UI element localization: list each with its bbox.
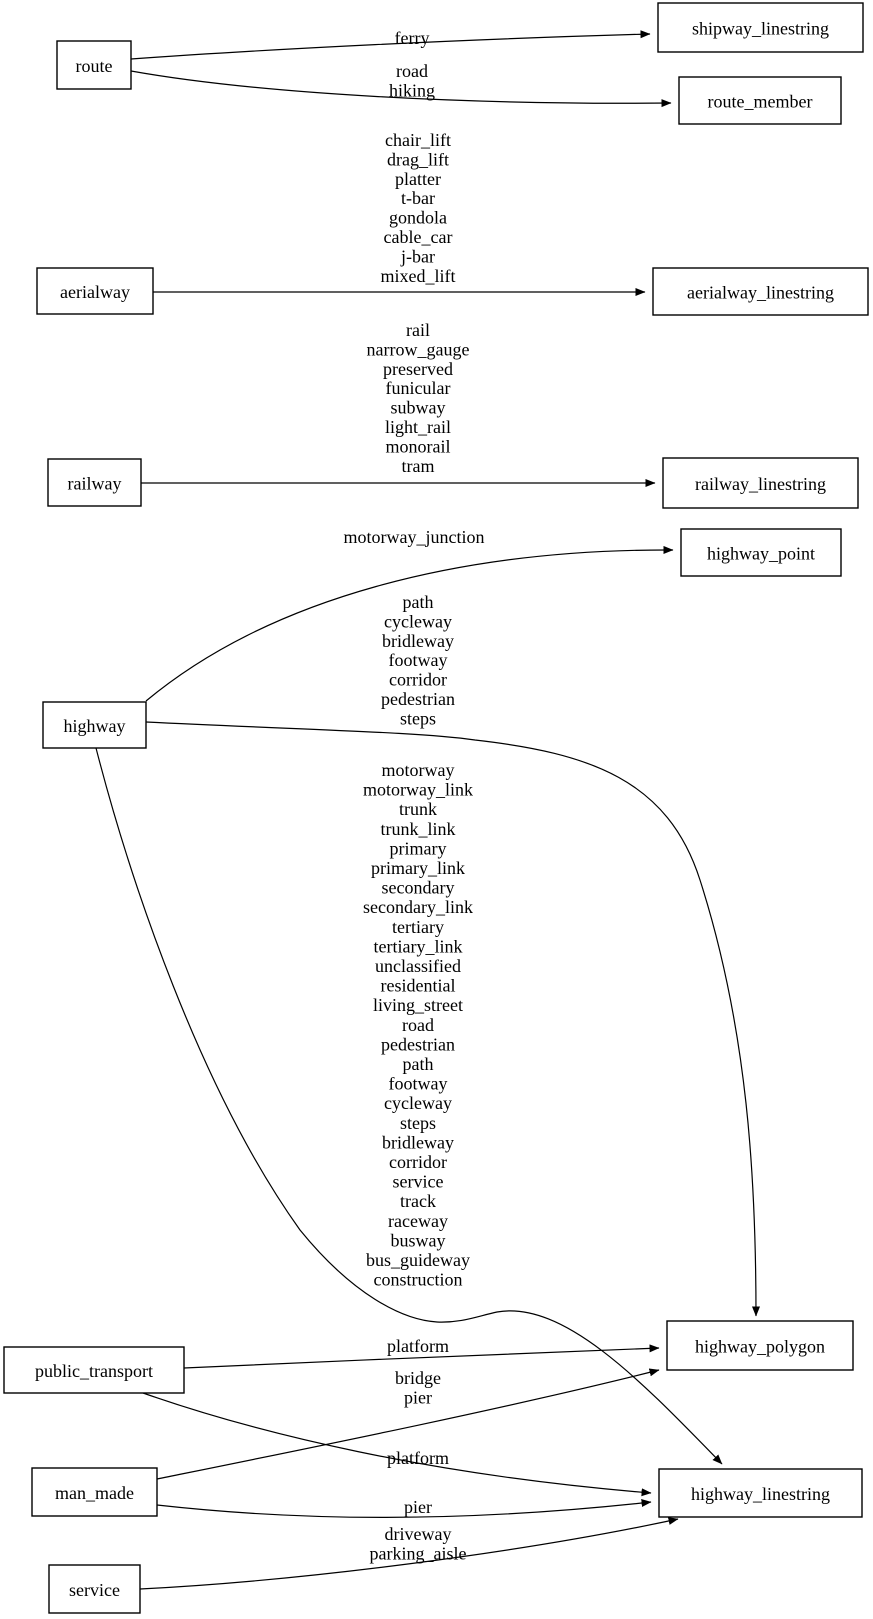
edge-label-route-to-route_member: hiking xyxy=(388,80,436,101)
edge-label-railway-to-railway_linestring: rail xyxy=(406,320,430,340)
edge-label-aerialway-to-aerialway_linestring: gondola xyxy=(389,207,447,228)
node-label-highway_polygon: highway_polygon xyxy=(695,1336,825,1357)
edge-label-railway-to-railway_linestring: funicular xyxy=(385,378,451,399)
node-highway_point xyxy=(681,529,841,576)
edge-label-highway-to-highway_linestring: trunk_link xyxy=(380,818,456,839)
node-label-shipway_linestring: shipway_linestring xyxy=(692,18,829,39)
node-highway_linestring xyxy=(659,1469,862,1517)
node-railway xyxy=(48,459,141,506)
node-label-railway: railway xyxy=(67,473,122,494)
edge-labels-layer xyxy=(344,28,485,1563)
node-label-highway_linestring: highway_linestring xyxy=(691,1484,830,1504)
edge-label-highway-to-highway_polygon: steps xyxy=(400,708,436,729)
edge-label-highway-to-highway_linestring: service xyxy=(392,1171,444,1192)
edge-label-route-to-shipway_linestring: ferry xyxy=(394,28,430,48)
edge-label-railway-to-railway_linestring: monorail xyxy=(385,436,451,457)
edge-label-highway-to-highway_polygon: bridleway xyxy=(382,630,454,651)
edge-label-highway-to-highway_linestring: tertiary xyxy=(392,916,444,937)
node-label-highway: highway xyxy=(63,716,126,736)
edge-label-highway-to-highway_linestring: trunk xyxy=(399,799,437,820)
node-label-public_transport: public_transport xyxy=(35,1361,153,1381)
edge-label-highway-to-highway_point: motorway_junction xyxy=(343,527,485,547)
edge-highway-to-highway_polygon xyxy=(146,722,756,1316)
node-label-route: route xyxy=(75,56,113,76)
edge-label-aerialway-to-aerialway_linestring: cable_car xyxy=(383,227,453,247)
edge-label-route-to-route_member: road xyxy=(396,61,428,81)
edge-public_transport-to-highway_linestring xyxy=(143,1393,651,1493)
edge-label-highway-to-highway_polygon: path xyxy=(402,592,434,612)
node-highway xyxy=(43,702,146,748)
edge-label-highway-to-highway_linestring: motorway_link xyxy=(363,779,473,800)
edge-route-to-shipway_linestring xyxy=(131,34,650,59)
edge-label-railway-to-railway_linestring: tram xyxy=(401,455,435,476)
edge-label-service-to-highway_linestring: driveway xyxy=(384,1524,452,1544)
edge-label-highway-to-highway_linestring: tertiary_link xyxy=(373,936,463,957)
edge-label-highway-to-highway_linestring: secondary xyxy=(381,877,455,898)
edge-label-highway-to-highway_linestring: primary xyxy=(389,838,447,859)
edge-label-highway-to-highway_linestring: living_street xyxy=(373,995,463,1016)
edge-label-aerialway-to-aerialway_linestring: drag_lift xyxy=(387,149,449,170)
edge-label-highway-to-highway_polygon: corridor xyxy=(389,669,447,690)
node-label-railway_linestring: railway_linestring xyxy=(695,474,826,494)
edge-label-highway-to-highway_linestring: road xyxy=(402,1014,434,1035)
edge-label-highway-to-highway_linestring: construction xyxy=(373,1269,463,1290)
edge-label-highway-to-highway_linestring: path xyxy=(402,1054,434,1074)
edge-label-highway-to-highway_linestring: primary_link xyxy=(371,858,465,878)
edge-label-public_transport-to-highway_linestring: platform xyxy=(387,1448,449,1468)
edge-label-highway-to-highway_linestring: raceway xyxy=(388,1210,448,1231)
edge-label-aerialway-to-aerialway_linestring: platter xyxy=(395,168,441,189)
node-route_member xyxy=(679,77,841,124)
edge-label-highway-to-highway_linestring: pedestrian xyxy=(381,1034,455,1055)
edge-label-highway-to-highway_linestring: unclassified xyxy=(375,956,461,976)
node-label-route_member: route_member xyxy=(707,91,813,112)
edge-label-aerialway-to-aerialway_linestring: chair_lift xyxy=(385,130,451,150)
node-railway_linestring xyxy=(663,458,858,508)
edge-label-aerialway-to-aerialway_linestring: t-bar xyxy=(401,188,435,209)
edge-label-highway-to-highway_linestring: motorway xyxy=(381,760,455,780)
edge-label-aerialway-to-aerialway_linestring: j-bar xyxy=(401,246,435,267)
edge-label-highway-to-highway_linestring: secondary_link xyxy=(363,897,473,918)
edge-label-railway-to-railway_linestring: subway xyxy=(390,397,446,418)
edge-label-highway-to-highway_linestring: busway xyxy=(390,1230,446,1251)
edge-label-highway-to-highway_linestring: track xyxy=(400,1191,436,1212)
node-public_transport xyxy=(4,1347,184,1393)
node-route xyxy=(57,41,131,89)
node-aerialway_linestring xyxy=(653,268,868,315)
edge-label-highway-to-highway_polygon: footway xyxy=(388,650,448,671)
node-man_made xyxy=(32,1468,157,1516)
node-label-highway_point: highway_point xyxy=(707,543,815,564)
node-shipway_linestring xyxy=(658,3,863,52)
node-label-aerialway: aerialway xyxy=(60,282,130,302)
edge-label-railway-to-railway_linestring: light_rail xyxy=(385,417,451,437)
edge-label-highway-to-highway_linestring: footway xyxy=(388,1073,448,1094)
edge-label-highway-to-highway_linestring: corridor xyxy=(389,1152,447,1172)
node-label-aerialway_linestring: aerialway_linestring xyxy=(687,282,834,303)
node-label-man_made: man_made xyxy=(55,1483,134,1503)
edge-label-railway-to-railway_linestring: narrow_gauge xyxy=(366,339,470,360)
edge-label-highway-to-highway_polygon: pedestrian xyxy=(381,689,455,709)
edge-label-highway-to-highway_linestring: bus_guideway xyxy=(366,1250,470,1270)
edge-label-highway-to-highway_linestring: cycleway xyxy=(384,1093,452,1114)
edge-label-railway-to-railway_linestring: preserved xyxy=(383,358,453,379)
node-highway_polygon xyxy=(667,1321,853,1370)
edge-label-man_made-to-highway_polygon: pier xyxy=(404,1387,432,1408)
edge-label-highway-to-highway_polygon: cycleway xyxy=(384,611,452,632)
node-service xyxy=(49,1565,140,1613)
edge-label-highway-to-highway_linestring: steps xyxy=(400,1112,436,1133)
edge-label-highway-to-highway_linestring: residential xyxy=(380,975,456,996)
edge-label-service-to-highway_linestring: parking_aisle xyxy=(369,1543,467,1564)
edge-label-man_made-to-highway_polygon: bridge xyxy=(395,1368,441,1388)
edge-label-man_made-to-highway_linestring: pier xyxy=(404,1497,432,1517)
node-label-service: service xyxy=(69,1580,120,1600)
edge-label-public_transport-to-highway_polygon: platform xyxy=(387,1336,449,1356)
edge-label-aerialway-to-aerialway_linestring: mixed_lift xyxy=(380,265,456,286)
edge-label-highway-to-highway_linestring: bridleway xyxy=(382,1132,454,1153)
node-aerialway xyxy=(37,268,153,314)
